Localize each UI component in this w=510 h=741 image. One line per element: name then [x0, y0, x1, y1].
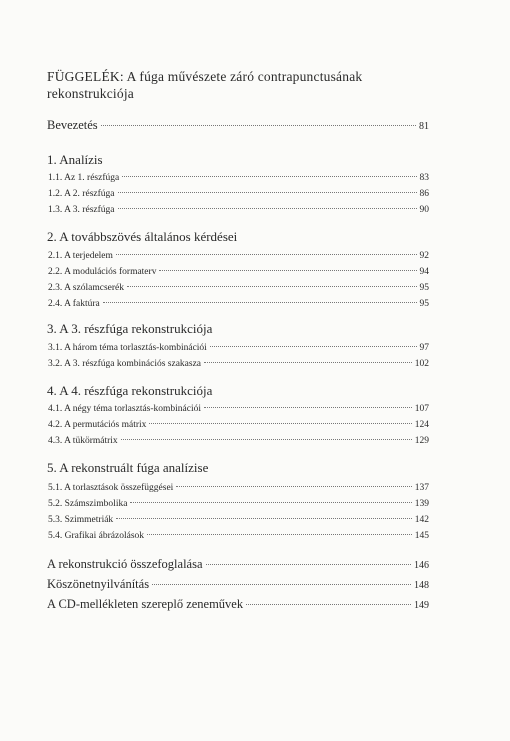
toc-entry-page: 124: [414, 420, 429, 430]
dot-leader: [130, 502, 411, 503]
toc-entry-label: A CD-mellékleten szereplő zeneművek: [47, 597, 244, 611]
toc-subentry: [47, 299, 429, 309]
toc-entry-page: 137: [414, 483, 429, 493]
toc-entry-label: Köszönetnyilvánítás: [47, 577, 150, 591]
toc-entry-label: 4.2. A permutációs mátrix: [48, 420, 147, 430]
toc-entry-label: 2.3. A szólamcserék: [48, 283, 124, 293]
toc-entry-label: 5.1. A torlasztások összefüggései: [48, 483, 174, 493]
toc-entry-page: 95: [419, 299, 429, 309]
toc-entry-label: 2.4. A faktúra: [48, 299, 100, 309]
toc-entry-label: 4.1. A négy téma torlasztás-kombinációi: [48, 404, 202, 414]
toc-subentry: [47, 436, 429, 446]
dot-leader: [246, 604, 411, 605]
toc-entry-closing: [47, 577, 429, 592]
toc-subentry: [47, 283, 429, 293]
toc-subentry: [47, 483, 429, 493]
toc-subentry: [47, 251, 429, 261]
toc-entry-page: 142: [414, 515, 429, 525]
toc-subentry: [47, 189, 429, 199]
dot-leader: [121, 439, 412, 440]
section-title: 4. A 4. részfúga rekonstrukciója: [47, 383, 213, 398]
toc-entry-page: 81: [419, 121, 429, 132]
toc-entry-label: 1.2. A 2. részfúga: [48, 189, 115, 199]
dot-leader: [152, 584, 411, 585]
toc-entry-page: 92: [419, 251, 429, 261]
toc-entry-page: 107: [414, 404, 429, 414]
toc-entry-intro: [47, 118, 429, 133]
toc-entry-page: 145: [414, 531, 429, 541]
toc-entry-page: 94: [419, 267, 429, 277]
dot-leader: [176, 486, 411, 487]
toc-subentry: [47, 343, 429, 353]
dot-leader: [118, 192, 417, 193]
toc-subentry: [47, 531, 429, 541]
toc-entry-label: 2.1. A terjedelem: [48, 251, 113, 261]
toc-entry-label: 1.1. Az 1. részfúga: [48, 173, 120, 183]
toc-subentry: [47, 359, 429, 369]
toc-subentry: [47, 499, 429, 509]
dot-leader: [118, 208, 417, 209]
toc-entry-page: 97: [419, 343, 429, 353]
toc-entry-label: A rekonstrukció összefoglalása: [47, 557, 203, 571]
dot-leader: [103, 302, 417, 303]
toc-entry-label: 5.4. Grafikai ábrázolások: [48, 531, 145, 541]
toc-entry-label: 5.2. Számszimbolika: [48, 499, 128, 509]
toc-entry-label: 5.3. Szimmetriák: [48, 515, 114, 525]
toc-subentry: [47, 420, 429, 430]
toc-entry-label: 4.3. A tükörmátrix: [48, 436, 118, 446]
toc-entry-label: 3.2. A 3. részfúga kombinációs szakasza: [48, 359, 202, 369]
section-title: 3. A 3. részfúga rekonstrukciója: [47, 321, 213, 336]
toc-entry-page: 146: [414, 560, 429, 571]
toc-entry-closing: [47, 597, 429, 612]
dot-leader: [101, 125, 416, 126]
page-title: FÜGGELÉK: A fúga művészete záró contrapunctusának rekonstrukciója: [47, 69, 363, 101]
toc-entry-page: 83: [419, 173, 429, 183]
toc-subentry: [47, 404, 429, 414]
dot-leader: [204, 362, 412, 363]
dot-leader: [204, 407, 412, 408]
toc-entry-page: 149: [414, 600, 429, 611]
toc-entry-page: 86: [419, 189, 429, 199]
dot-leader: [159, 270, 416, 271]
dot-leader: [210, 346, 417, 347]
toc-entry-page: 95: [419, 283, 429, 293]
toc-subentry: [47, 267, 429, 277]
dot-leader: [116, 254, 417, 255]
toc-subentry: [47, 515, 429, 525]
section-title: 5. A rekonstruált fúga analízise: [47, 460, 209, 475]
section-title: 1. Analízis: [47, 152, 103, 167]
toc-entry-page: 139: [414, 499, 429, 509]
toc-entry-label: 1.3. A 3. részfúga: [48, 205, 115, 215]
dot-leader: [116, 518, 412, 519]
dot-leader: [206, 564, 411, 565]
toc-entry-label: Bevezetés: [47, 118, 98, 132]
dot-leader: [122, 176, 416, 177]
toc-entry-closing: [47, 557, 429, 572]
toc-entry-label: 2.2. A modulációs formaterv: [48, 267, 157, 277]
toc-entry-page: 102: [414, 359, 429, 369]
dot-leader: [147, 534, 412, 535]
toc-entry-label: 3.1. A három téma torlasztás-kombinációi: [48, 343, 207, 353]
section-title: 2. A továbbszövés általános kérdései: [47, 229, 238, 244]
toc-entry-page: 129: [414, 436, 429, 446]
toc-entry-page: 90: [419, 205, 429, 215]
toc-entry-page: 148: [414, 580, 429, 591]
dot-leader: [149, 423, 411, 424]
dot-leader: [127, 286, 417, 287]
toc-subentry: [47, 205, 429, 215]
toc-subentry: [47, 173, 429, 183]
